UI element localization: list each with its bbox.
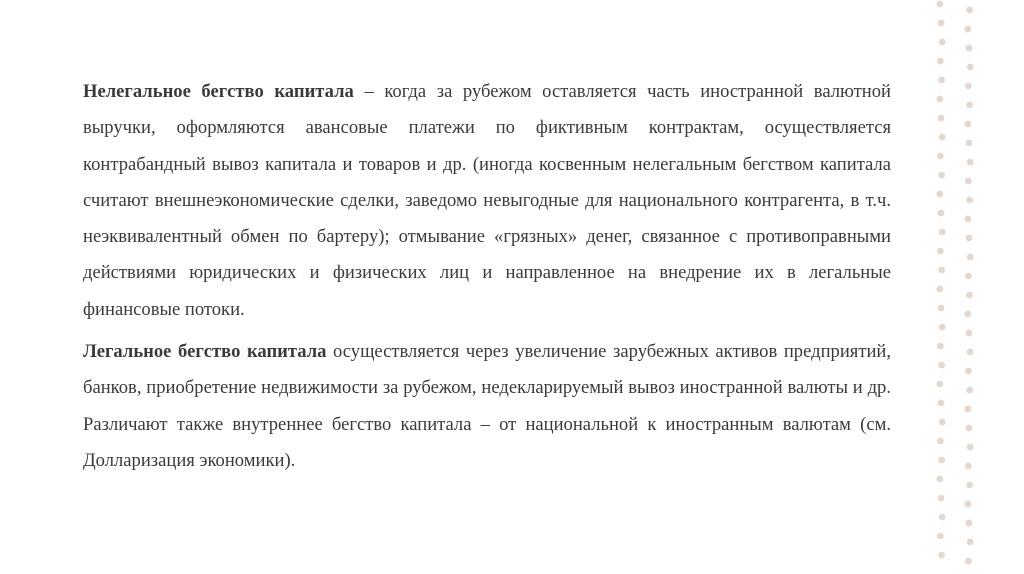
decorative-dot <box>939 134 946 141</box>
decorative-dot <box>967 444 974 451</box>
decorative-dot <box>964 121 971 128</box>
decorative-dot <box>938 457 945 464</box>
decorative-dot <box>938 115 945 122</box>
decorative-dot <box>938 20 945 27</box>
decorative-dot <box>966 482 973 489</box>
decorative-dot <box>965 273 972 280</box>
decorative-dot <box>965 558 972 565</box>
decorative-dot <box>938 267 945 274</box>
decorative-dot <box>937 343 944 350</box>
decorative-dot <box>967 64 974 71</box>
decorative-dot <box>936 476 943 483</box>
decorative-dot <box>966 520 973 527</box>
decorative-dot <box>939 514 946 521</box>
decorative-dot <box>966 387 973 394</box>
decorative-dot <box>967 159 974 166</box>
decorative-dot <box>938 400 945 407</box>
decorative-dot <box>938 362 945 369</box>
decorative-dot <box>964 501 971 508</box>
decorative-dot <box>937 153 944 160</box>
decorative-dot <box>936 191 943 198</box>
decorative-dot <box>966 45 973 52</box>
definition-illegal-capital-flight: – когда за рубежом оставляется часть иностранной валютной выручки, оформляются авансовые платежи по фиктивным контрактам, осуществляется контрабандный вывоз капитала и товаров и др. (иногда косвенным нелегальным бегством капитала считают внешнеэкономические сделки, заведомо невыгодные для национального контрагента, в т.ч. неэквивалентный обмен по бартеру); отмывание «грязных» денег, связанное с противоправными действиями юридических и физических лиц и направленное на внедрение их в легальные финансовые потоки. <box>83 81 891 320</box>
decorative-dot <box>964 216 971 223</box>
decorative-dot <box>965 83 972 90</box>
decorative-dot <box>938 552 945 559</box>
decorative-dot <box>936 381 943 388</box>
decorative-dot <box>938 77 945 84</box>
paragraph-illegal-capital-flight <box>83 74 891 328</box>
decorative-dot <box>966 197 973 204</box>
decorative-dot <box>967 539 974 546</box>
decorative-dot <box>964 311 971 318</box>
decorative-dot <box>965 178 972 185</box>
decorative-dot <box>937 438 944 445</box>
decorative-dot <box>938 495 945 502</box>
decorative-dot <box>965 463 972 470</box>
decorative-dot <box>937 248 944 255</box>
decorative-dot <box>966 425 973 432</box>
decorative-dot <box>939 39 946 46</box>
decorative-dot <box>938 210 945 217</box>
term-legal-capital-flight: Легальное бегство капитала <box>83 341 327 363</box>
definition-legal-capital-flight: осуществляется через увеличение зарубежных активов предприятий, банков, приобретение недвижимости за рубежом, недекларируемый вывоз иностранной валюты и др. Различают также внутреннее бегство капитала – от национальной к иностранным валютам (см. Долларизация экономики). <box>83 341 891 471</box>
decorative-dot <box>939 229 946 236</box>
slide-body <box>83 74 891 479</box>
decorative-dot <box>965 368 972 375</box>
decorative-dot <box>967 254 974 261</box>
term-illegal-capital-flight: Нелегальное бегство капитала <box>83 81 354 102</box>
decorative-dot <box>964 406 971 413</box>
decorative-dot <box>936 1 943 8</box>
decorative-dot <box>939 419 946 426</box>
decorative-dot <box>936 286 943 293</box>
decorative-dot <box>964 26 971 33</box>
decorative-dot <box>939 324 946 331</box>
decorative-dot <box>966 140 973 147</box>
decorative-dot <box>937 533 944 540</box>
decorative-dot <box>966 330 973 337</box>
decorative-dot-border <box>928 0 988 574</box>
decorative-dot <box>967 349 974 356</box>
decorative-dot <box>936 96 943 103</box>
decorative-dot <box>938 172 945 179</box>
decorative-dot <box>937 58 944 65</box>
paragraph-legal-capital-flight <box>83 334 891 479</box>
decorative-dot <box>966 102 973 109</box>
decorative-dot <box>966 235 973 242</box>
decorative-dot <box>938 305 945 312</box>
decorative-dot <box>966 7 973 14</box>
decorative-dot <box>966 292 973 299</box>
